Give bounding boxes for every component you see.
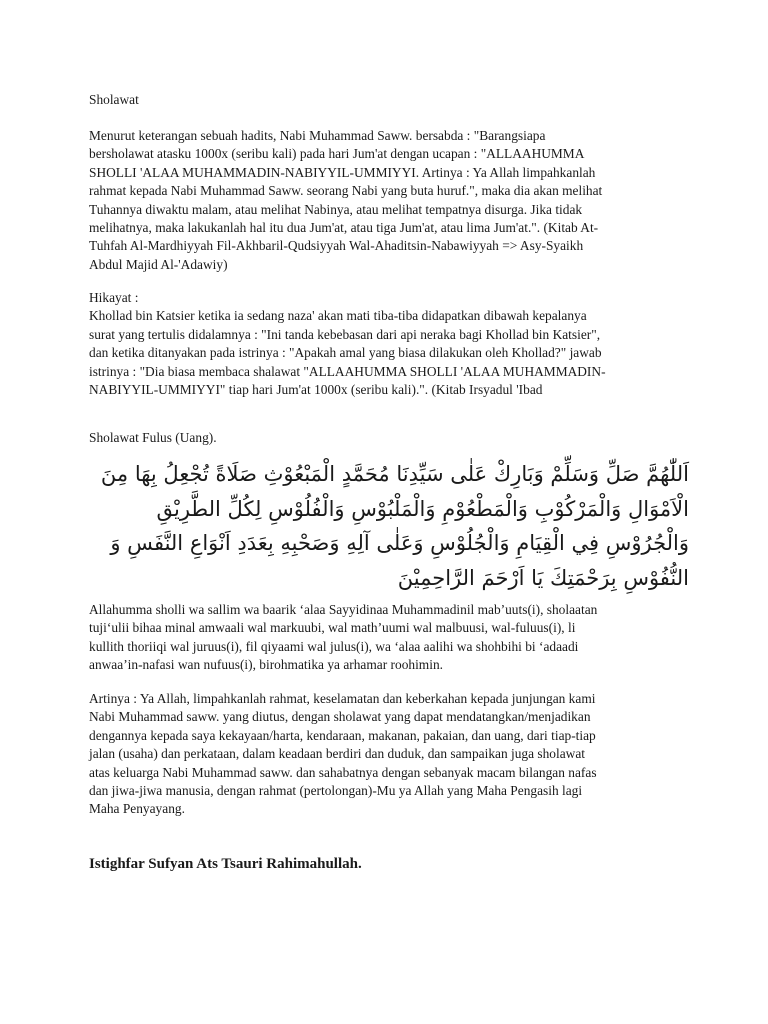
paragraph-transliteration: Allahumma sholli wa sallim wa baarik ‘alaa Sayyidinaa Muhammadinil mab’uuts(i), sholaatan tuji‘ulii bihaa minal amwaali wal markuubi, wal math’uumi wal malbuusi, wal-fuluus(i), li kullith thoriiqi wal juruus(i), fil qiyaami wal julus(i), wa ‘alaa aalihi wa shohbihi bi ‘adaadi anwaa’in-nafasi wan nufuus(i), birohmatika ya arhamar roohimin.: [89, 602, 598, 673]
paragraph-hadits: Menurut keterangan sebuah hadits, Nabi Muhammad Saww. bersabda : "Barangsiapa bersholawat atasku 1000x (seribu kali) pada hari Jum'at dengan ucapan : "ALLAAHUMMA SHOLLI 'ALAA MUHAMMADIN-NABIYYIL-UMMIYYI. Artinya : Ya Allah limpahkanlah rahmat kepada Nabi Muhammad Saww. seorang Nabi yang buta huruf.", maka dia akan melihat Tuhannya diwaktu malam, atau melihat Nabinya, atau melihat tempatnya disurga. Jika tidak melihatnya, maka lakukanlah hal itu dua Jum'at, atau tiga Jum'at, atau lima Jum'at.". (Kitab At- Tuhfah Al-Mardhiyyah Fil-Akhbaril-Qudsiyyah Wal-Ahaditsin-Nabawiyyah => Asy-Syaikh Abdul Majid Al-'Adawiy): [89, 128, 603, 272]
title-sholawat: Sholawat: [89, 92, 139, 107]
paragraph-hikayat: Hikayat : Khollad bin Katsier ketika ia sedang naza' akan mati tiba-tiba didapatkan dibawah kepalanya surat yang tertulis didalamnya : "Ini tanda kebebasan dari api neraka bagi Khollad bin Katsier", dan ketika ditanyakan pada istrinya : "Apakah amal yang biasa dilakukan oleh Khollad?" jawab istrinya : "Dia biasa membaca shalawat "ALLAAHUMMA SHOLLI 'ALAA MUHAMMADIN- NABIYYIL-UMMIYYI" tiap hari Jum'at 1000x (seribu kali).". (Kitab Irsyadul 'Ibad: [89, 290, 606, 398]
arabic-prayer-text: اَللّٰهُمَّ صَلِّ وَسَلِّمْ وَبَارِكْ عَلٰى سَيِّدِنَا مُحَمَّدٍ الْمَبْعُوْثِ صَلَاةً تُجْعِلُ بِهَا مِنَ الْاَمْوَالِ وَالْمَرْكُوْبِ وَالْمَطْعُوْمِ وَالْمَلْبُوْسِ وَالْفُلُوْسِ لِكُلِّ الطَّرِيْقِ وَالْجُرُوْسِ فِي الْقِيَامِ وَالْجُلُوْسِ وَعَلٰى آلِهِ وَصَحْبِهِ بِعَدَدِ اَنْوَاعِ النَّفَسِ وَ النُّفُوْسِ بِرَحْمَتِكَ يَا اَرْحَمَ الرَّاحِمِيْنَ: [100, 462, 689, 590]
title-sholawat-fulus: Sholawat Fulus (Uang).: [89, 430, 217, 445]
paragraph-translation: Artinya : Ya Allah, limpahkanlah rahmat, keselamatan dan keberkahan kepada junjungan kami Nabi Muhammad saww. yang diutus, dengan sholawat yang dapat mendatangkan/menjadikan dengannya kepada saya kekayaan/harta, kendaraan, makanan, pakaian, dan uang, dari tiap-tiap jalan (usaha) dan perkataan, dalam keadaan berdiri dan duduk, dan sampaikan juga sholawat atas keluarga Nabi Muhammad saww. dan sahabatnya dengan sebanyak macam bilangan nafas dan jiwa-jiwa manusia, dengan rahmat (pertolongan)-Mu ya Allah yang Maha Pengasih lagi Maha Penyayang.: [89, 691, 597, 817]
heading-istighfar: Istighfar Sufyan Ats Tsauri Rahimahullah.: [89, 856, 362, 872]
